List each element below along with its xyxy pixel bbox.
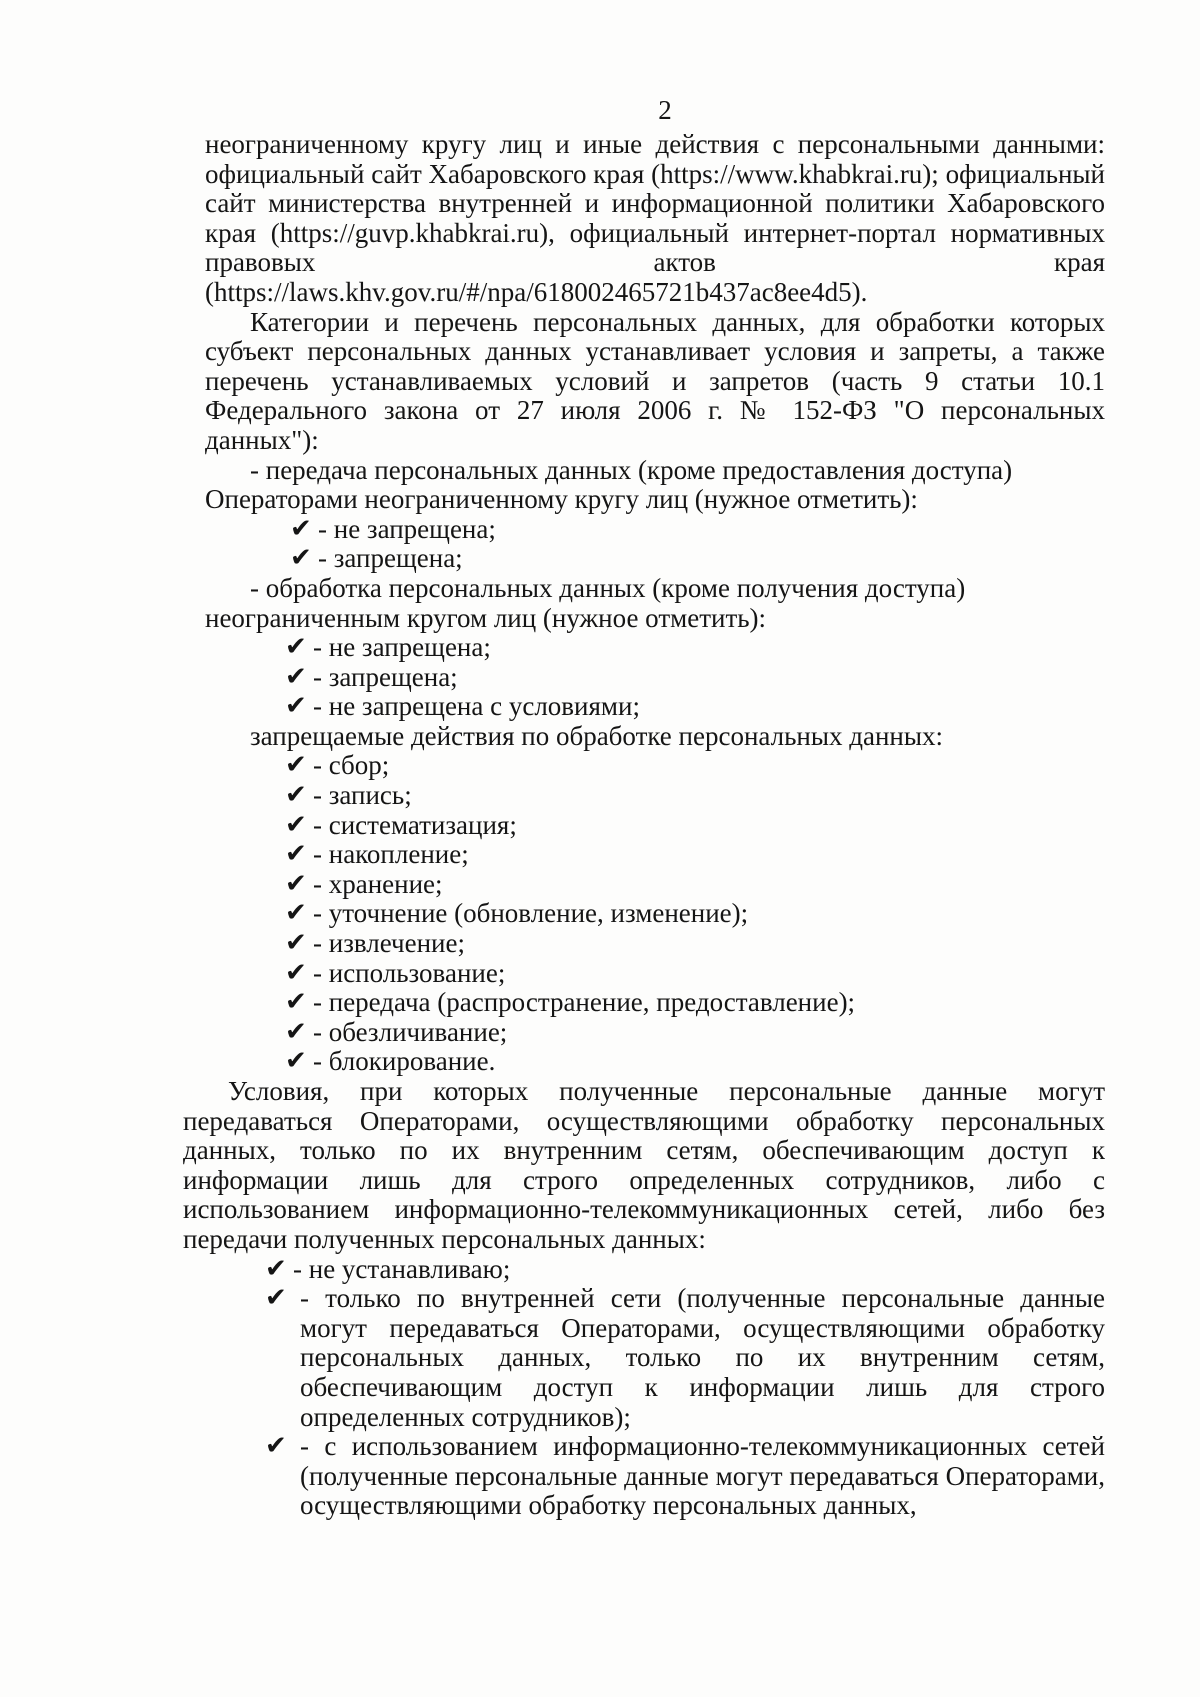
action-accumulation[interactable]	[285, 840, 1105, 870]
processing-option-with-conditions[interactable]	[285, 692, 1105, 722]
check-mark-icon: ✔	[285, 957, 307, 988]
option-label: - запрещена;	[318, 543, 463, 574]
action-clarification[interactable]	[285, 899, 1105, 929]
page-number: 2	[658, 95, 672, 125]
processing-options-list	[285, 633, 1105, 722]
check-mark-icon: ✔	[265, 1431, 287, 1462]
action-label: - обезличивание;	[313, 1016, 508, 1047]
action-collection[interactable]	[285, 751, 1105, 781]
transfer-heading: - передача персональных данных (кроме предоставления доступа)	[250, 454, 1013, 485]
check-mark-icon: ✔	[285, 868, 307, 899]
transfer-options-list	[290, 515, 1105, 574]
check-mark-icon: ✔	[285, 632, 307, 663]
action-label: - передача (распространение, предоставление);	[313, 987, 856, 1018]
check-mark-icon: ✔	[285, 839, 307, 870]
condition-options-list	[265, 1255, 1105, 1521]
check-mark-icon: ✔	[290, 513, 312, 544]
action-label: - блокирование.	[313, 1046, 496, 1077]
processing-heading-continued: неограниченным кругом лиц (нужное отметить):	[205, 602, 767, 633]
action-label: - сбор;	[313, 750, 390, 781]
check-mark-icon: ✔	[285, 1046, 307, 1077]
action-label: - использование;	[313, 957, 506, 988]
check-mark-icon: ✔	[285, 987, 307, 1018]
action-systematization[interactable]	[285, 811, 1105, 841]
processing-option-prohibited[interactable]	[285, 663, 1105, 693]
condition-option-internal-network[interactable]	[265, 1284, 1105, 1432]
action-recording[interactable]	[285, 781, 1105, 811]
check-mark-icon: ✔	[285, 1016, 307, 1047]
action-label: - запись;	[313, 780, 412, 811]
prohibited-actions-list	[285, 751, 1105, 1077]
transfer-heading-continued: Операторами неограниченному кругу лиц (нужное отметить):	[205, 484, 918, 515]
intro-paragraph: неограниченному кругу лиц и иные действия с персональными данными: официальный сайт Хабаровского края (https://www.khabkrai.ru); официальный сайт министерства внутренней и информационной политики Хабаровского края (https://guvp.khabkrai.ru), официальный интернет-портал нормативных правовых актов края (https://laws.khv.gov.ru/#/npa/618002465721b437ac8ee4d5).	[205, 129, 1105, 307]
action-label: - накопление;	[313, 839, 469, 870]
option-label: - запрещена;	[313, 661, 458, 692]
transfer-option-not-prohibited[interactable]	[290, 515, 1105, 545]
document-body	[183, 129, 1105, 1521]
transfer-option-prohibited[interactable]	[290, 544, 1105, 574]
option-label: - только по внутренней сети (полученные персональные данные могут передаваться Операторами, осуществляющими обработку персональных данных, только по их внутренним сетям, обеспечивающим доступ к информации лишь для строго определенных сотрудников);	[300, 1283, 1105, 1432]
option-label: - не запрещена с условиями;	[313, 691, 640, 722]
action-blocking[interactable]	[285, 1047, 1105, 1077]
option-label: - не запрещена;	[313, 632, 491, 663]
check-mark-icon: ✔	[285, 780, 307, 811]
action-label: - извлечение;	[313, 928, 465, 959]
check-mark-icon: ✔	[285, 661, 307, 692]
processing-heading: - обработка персональных данных (кроме получения доступа)	[250, 572, 966, 603]
action-extraction[interactable]	[285, 929, 1105, 959]
check-mark-icon: ✔	[290, 543, 312, 574]
option-label: - с использованием информационно-телекоммуникационных сетей (полученные персональные данные могут передаваться Операторами, осуществляющими обработку персональных данных,	[300, 1431, 1105, 1521]
check-mark-icon: ✔	[265, 1253, 287, 1284]
action-storage[interactable]	[285, 870, 1105, 900]
check-mark-icon: ✔	[285, 898, 307, 929]
condition-option-none[interactable]	[265, 1255, 1105, 1285]
action-label: - уточнение (обновление, изменение);	[313, 898, 749, 929]
action-transfer[interactable]	[285, 988, 1105, 1018]
action-label: - хранение;	[313, 868, 443, 899]
check-mark-icon: ✔	[285, 691, 307, 722]
option-label: - не запрещена;	[318, 513, 496, 544]
action-depersonalization[interactable]	[285, 1018, 1105, 1048]
action-use[interactable]	[285, 959, 1105, 989]
option-label: - не устанавливаю;	[293, 1253, 511, 1284]
check-mark-icon: ✔	[285, 928, 307, 959]
categories-paragraph: Категории и перечень персональных данных, для обработки которых субъект персональных данных устанавливает условия и запреты, а также перечень устанавливаемых условий и запретов (часть 9 статьи 10.1 Федерального закона от 27 июля 2006 г. № 152-ФЗ "О персональных данных"):	[205, 306, 1105, 455]
check-mark-icon: ✔	[265, 1283, 287, 1314]
check-mark-icon: ✔	[285, 750, 307, 781]
condition-option-telecom-networks[interactable]	[265, 1432, 1105, 1521]
conditions-paragraph: Условия, при которых полученные персональные данные могут передаваться Операторами, осуществляющими обработку персональных данных, только по их внутренним сетям, обеспечивающим доступ к информации лишь для строго определенных сотрудников, либо с использованием информационно-телекоммуникационных сетей, либо без передачи полученных персональных данных:	[183, 1076, 1105, 1254]
action-label: - систематизация;	[313, 809, 517, 840]
processing-option-not-prohibited[interactable]	[285, 633, 1105, 663]
prohibited-actions-heading: запрещаемые действия по обработке персональных данных:	[250, 720, 944, 751]
check-mark-icon: ✔	[285, 809, 307, 840]
